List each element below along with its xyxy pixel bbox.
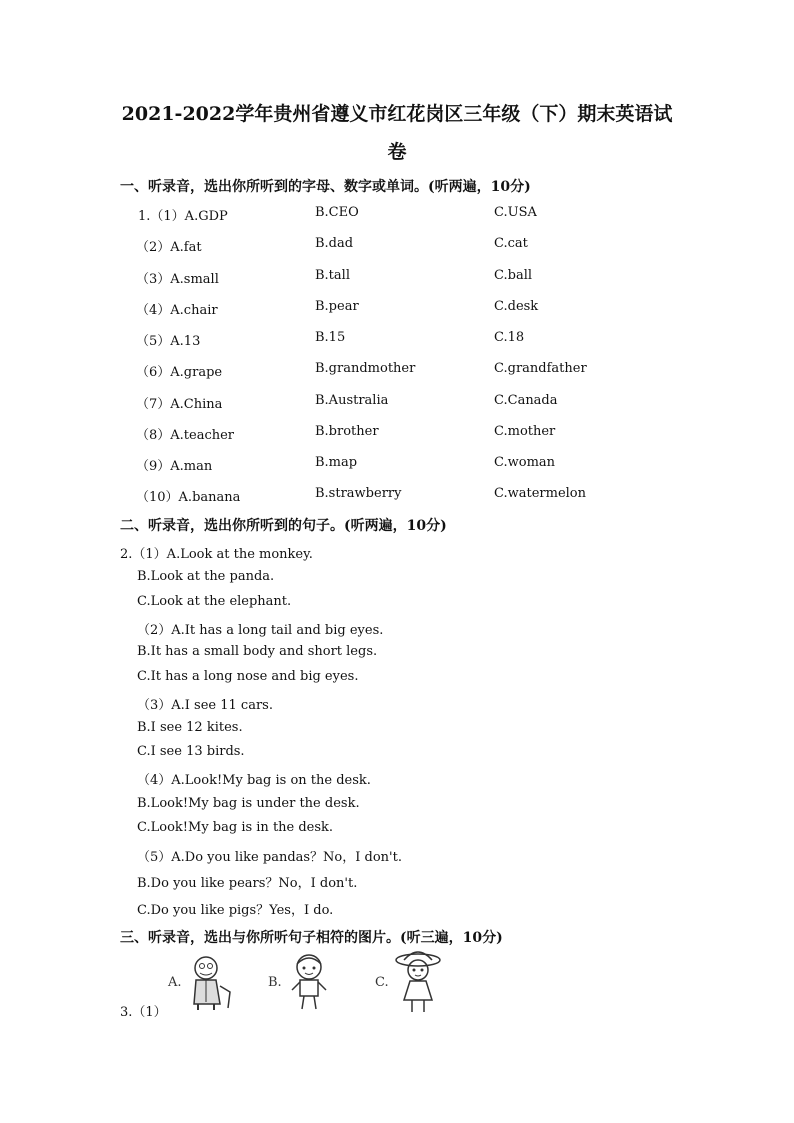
option-a: （3）A.small: [136, 272, 219, 287]
sentence-option: （2）A.It has a long tail and big eyes.: [137, 623, 384, 638]
option-c: C.desk: [494, 299, 539, 314]
option-c: C.cat: [494, 236, 528, 251]
sentence-option: C.Do you like pigs？Yes，I do.: [137, 903, 334, 918]
option-b: B.CEO: [315, 205, 359, 220]
sentence-option: C.It has a long nose and big eyes.: [137, 669, 359, 684]
grandpa-picture: [186, 952, 238, 1012]
sentence-option: （3）A.I see 11 cars.: [137, 698, 273, 713]
option-b: B.map: [315, 455, 358, 470]
section1-heading: 一、听录音，选出你所听到的字母、数字或单词。(听两遍，10分): [120, 179, 531, 195]
option-b: B.Australia: [315, 393, 389, 408]
option-b: B.grandmother: [315, 361, 416, 376]
option-a: 1.（1）A.GDP: [138, 209, 228, 224]
sentence-option: 2.（1）A.Look at the monkey.: [120, 547, 313, 562]
section3-heading: 三、听录音，选出与你所听句子相符的图片。(听三遍，10分): [120, 930, 503, 946]
option-b: B.15: [315, 330, 346, 345]
picture-label-c: C.: [375, 975, 389, 990]
option-c: C.Canada: [494, 393, 558, 408]
sentence-option: C.Look!My bag is in the desk.: [137, 820, 334, 835]
option-b: B.brother: [315, 424, 379, 439]
option-a: （9）A.man: [136, 459, 213, 474]
sentence-option: B.Do you like pears？No，I don't.: [137, 876, 358, 891]
doc-title-line2: 卷: [387, 141, 407, 163]
option-a: （5）A.13: [136, 334, 201, 349]
boy-picture: [286, 952, 332, 1012]
section2-heading: 二、听录音，选出你所听到的句子。(听两遍，10分): [120, 518, 447, 534]
sentence-option: C.I see 13 birds.: [137, 744, 245, 759]
option-a: （4）A.chair: [136, 303, 218, 318]
option-a: （6）A.grape: [136, 365, 223, 380]
picture-label-a: A.: [168, 975, 182, 990]
option-c: C.grandfather: [494, 361, 587, 376]
doc-title-line1: 2021-2022学年贵州省遵义市红花岗区三年级（下）期末英语试: [121, 103, 673, 125]
option-c: C.woman: [494, 455, 556, 470]
girl-picture: [392, 948, 444, 1016]
option-b: B.dad: [315, 236, 354, 251]
picture-label-b: B.: [268, 975, 282, 990]
option-c: C.USA: [494, 205, 537, 220]
sentence-option: B.It has a small body and short legs.: [137, 644, 378, 659]
option-b: B.tall: [315, 268, 350, 283]
sentence-option: B.I see 12 kites.: [137, 720, 243, 735]
sentence-option: （4）A.Look!My bag is on the desk.: [137, 773, 371, 788]
sentence-option: （5）A.Do you like pandas？No，I don't.: [137, 850, 402, 865]
sentence-option: C.Look at the elephant.: [137, 594, 292, 609]
option-b: B.strawberry: [315, 486, 402, 501]
option-a: （10）A.banana: [136, 490, 241, 505]
section3-question-number: 3.（1）: [120, 1005, 167, 1020]
option-c: C.watermelon: [494, 486, 587, 501]
option-c: C.ball: [494, 268, 533, 283]
option-b: B.pear: [315, 299, 359, 314]
option-c: C.mother: [494, 424, 556, 439]
option-a: （7）A.China: [136, 397, 223, 412]
sentence-option: B.Look at the panda.: [137, 569, 275, 584]
option-a: （8）A.teacher: [136, 428, 235, 443]
sentence-option: B.Look!My bag is under the desk.: [137, 796, 360, 811]
option-c: C.18: [494, 330, 525, 345]
option-a: （2）A.fat: [136, 240, 202, 255]
